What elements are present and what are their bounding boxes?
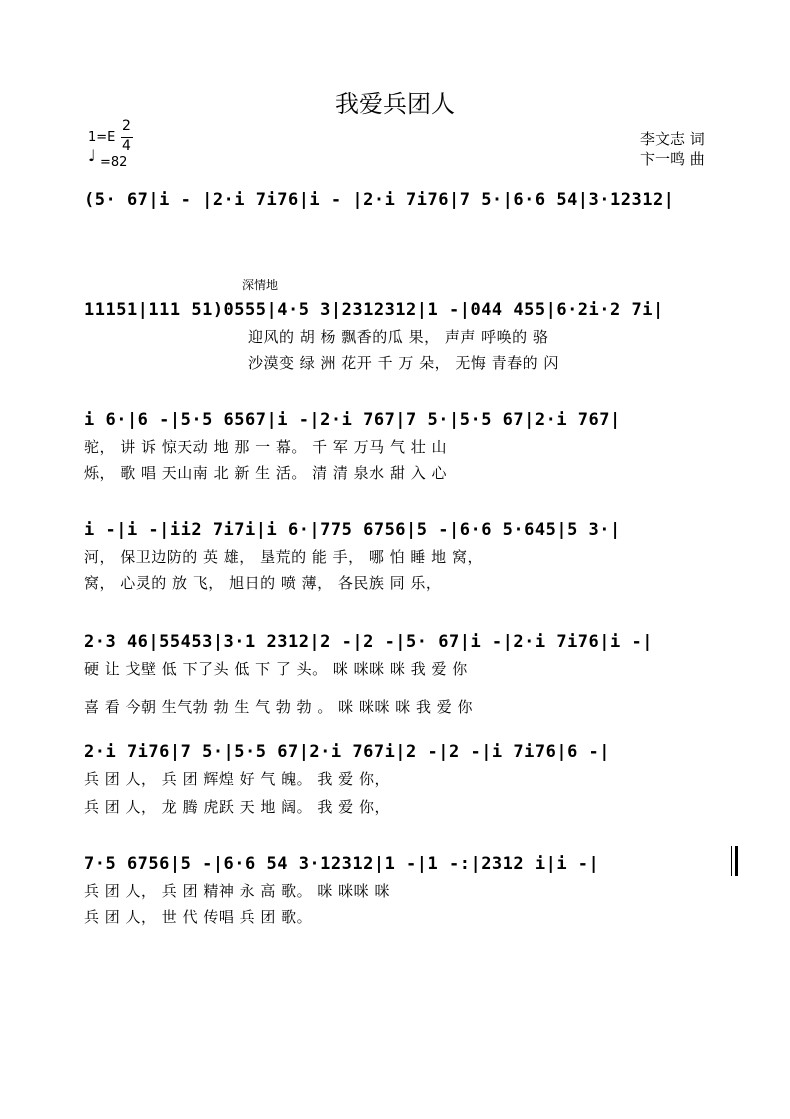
- tempo-marking: =82: [100, 155, 128, 170]
- final-barline-thick: [735, 846, 738, 876]
- staff-notes-line-3: i 6·|6 -|5·5 6567|i -|2·i 767|7 5·|5·5 67|2·i 767|: [84, 410, 621, 430]
- song-title: 我爱兵团人: [335, 90, 455, 118]
- composer-credit: 卞一鸣 曲: [640, 150, 705, 168]
- lyrics-verse2-line-2: 沙漠变 绿 洲 花开 千 万 朵， 无悔 青春的 闪: [248, 354, 559, 372]
- staff-notes-line-1: (5· 67|i - |2·i 7i76|i - |2·i 7i76|7 5·|6·6 54|3·12312|: [84, 190, 675, 210]
- time-signature-top: 2: [122, 118, 131, 134]
- lyrics-verse2-line-4: 窝， 心灵的 放 飞， 旭日的 喷 薄， 各民族 同 乐，: [84, 574, 442, 592]
- staff-notes-line-6: 2·i 7i76|7 5·|5·5 67|2·i 767i|2 -|2 -|i 7i76|6 -|: [84, 742, 611, 762]
- lyrics-verse2-line-7: 兵 团 人， 世 代 传唱 兵 团 歌。: [84, 908, 313, 926]
- lyrics-verse1-line-4: 河， 保卫边防的 英 雄， 垦荒的 能 手， 哪 怕 睡 地 窝，: [84, 548, 483, 566]
- staff-notes-line-4: i -|i -|ii2 7i7i|i 6·|775 6756|5 -|6·6 5·645|5 3·|: [84, 520, 621, 540]
- staff-notes-line-2: 11151|111 51)0555|4·5 3|2312312|1 -|044 455|6·2i·2 7i|: [84, 300, 664, 320]
- staff-notes-line-7: 7·5 6756|5 -|6·6 54 3·12312|1 -|1 -:|2312 i|i -|: [84, 854, 600, 874]
- staff-notes-line-5: 2·3 46|55453|3·1 2312|2 -|2 -|5· 67|i -|2·i 7i76|i -|: [84, 632, 653, 652]
- lyrics-verse1-line-7: 兵 团 人， 兵 团 精神 永 高 歌。 咪 咪咪 咪: [84, 882, 390, 900]
- expression-marking: 深情地: [242, 278, 279, 292]
- lyrics-verse2-line-5: 喜 看 今朝 生气勃 勃 生 气 勃 勃 。 咪 咪咪 咪 我 爱 你: [84, 698, 474, 716]
- lyrics-verse1-line-5: 硬 让 戈壁 低 下了头 低 下 了 头。 咪 咪咪 咪 我 爱 你: [84, 660, 468, 678]
- time-signature-bottom: 4: [122, 138, 131, 154]
- key-signature: 1=E: [88, 130, 116, 145]
- lyrics-verse1-line-3: 驼， 讲 诉 惊天动 地 那 一 幕。 千 军 万马 气 壮 山: [84, 438, 447, 456]
- lyrics-verse1-line-2: 迎风的 胡 杨 飘香的瓜 果， 声声 呼唤的 骆: [248, 328, 549, 346]
- lyricist-credit: 李文志 词: [640, 130, 705, 148]
- quarter-note-icon: ♩: [88, 146, 96, 165]
- lyrics-verse1-line-6: 兵 团 人， 兵 团 辉煌 好 气 魄。 我 爱 你，: [84, 770, 390, 788]
- final-barline-thin: [731, 846, 732, 876]
- lyrics-verse2-line-6: 兵 团 人， 龙 腾 虎跃 天 地 阔。 我 爱 你，: [84, 798, 390, 816]
- lyrics-verse2-line-3: 烁， 歌 唱 天山南 北 新 生 活。 清 清 泉水 甜 入 心: [84, 464, 447, 482]
